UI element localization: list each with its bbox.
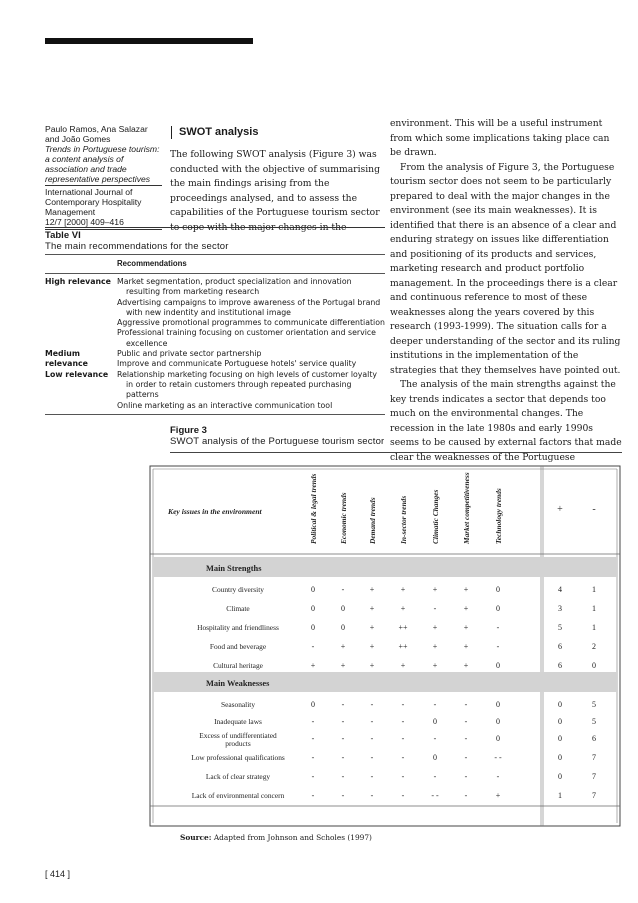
source-label: Source: [180, 833, 212, 842]
matrix-cell: - [341, 734, 345, 743]
matrix-cell: - [401, 734, 405, 743]
relevance-level: Low relevance [45, 369, 109, 379]
matrix-cell: - [341, 585, 345, 594]
paragraph: From the analysis of Figure 3, the Portuguese tourism sector does not seem to be particularly prepared to deal with the major changes in the environment (see its main weaknesses). It is identified that there is an absence of a clear and enduring strategy on issues like differentiation and positioning of its products and services, marketing research and product portfolio management. In the proceedings there is a clear and continuous reference to most of these weaknesses along the years covered by this research (1993-1999). The situation calls for a deeper understanding of the sector and its ruling institutions in the implementation of the strategies that they themselves have pointed out. [390, 161, 621, 376]
matrix-cell: - [341, 772, 345, 781]
right-column [390, 117, 622, 465]
middle-column-text: The following SWOT analysis (Figure 3) was conducted with the objective of summarising the main findings arising from the proceedings analysed, and to assess the capabilities of the Portuguese tourism sector to cope with the major changes in the [170, 149, 380, 233]
plus-count: 6 [558, 642, 562, 651]
section-heading: SWOT analysis [171, 126, 258, 139]
matrix-cell: - [401, 772, 405, 781]
recommendation-item: Relationship marketing focusing on high levels of customer loyalty in order to retain customers through repeated purchasing patterns [117, 369, 377, 400]
table-body [45, 277, 385, 411]
relevance-level: High relevance [45, 277, 111, 286]
matrix-cell: 0 [496, 717, 500, 726]
minus-count: 5 [592, 700, 596, 709]
matrix-cell: - [464, 700, 468, 709]
table-title: Table VI [45, 227, 385, 241]
strength-name: Cultural heritage [213, 661, 263, 670]
matrix-cell: - [311, 791, 315, 800]
matrix-cell: - [464, 791, 468, 800]
matrix-cell: 0 [496, 585, 500, 594]
matrix-cell: - [370, 772, 374, 781]
paragraph: The analysis of the main strengths against the key trends indicates a sector that depends too much on the environmental changes. The recession in the late 1980s and early 1990s seems to be caused by external factors that made clear the weaknesses of the Portuguese [390, 379, 622, 463]
weakness-name: Excess of undifferentiated [199, 731, 277, 740]
matrix-cell: 0 [496, 604, 500, 613]
swot-matrix [146, 462, 624, 830]
weakness-name: Lack of environmental concern [191, 791, 285, 800]
matrix-cell: + [400, 604, 406, 613]
minus-count: 1 [592, 585, 596, 594]
plus-count: 6 [558, 661, 562, 670]
matrix-cell: + [369, 623, 375, 632]
recommendation-item: Public and private sector partnership [117, 349, 262, 359]
recommendation-item: Advertising campaigns to improve awareness of the Portugal brand with new indentity and institutional image [117, 297, 381, 317]
plus-count: 0 [558, 772, 562, 781]
matrix-cell: 0 [496, 661, 500, 670]
matrix-cell: + [495, 791, 501, 800]
plus-header: + [557, 504, 563, 515]
matrix-cell: - [401, 717, 405, 726]
matrix-cell: 0 [311, 623, 315, 632]
matrix-cell: - - [494, 753, 502, 762]
matrix-cell: - [464, 734, 468, 743]
strength-name: Hospitality and friendliness [197, 623, 279, 632]
matrix-cell: - [401, 791, 405, 800]
matrix-cell: - [311, 772, 315, 781]
matrix-cell: - [433, 734, 437, 743]
minus-count: 7 [592, 791, 596, 800]
column-header: Demand trends [368, 497, 377, 544]
column-header: In-sector trends [399, 495, 408, 544]
matrix-cell: - [496, 772, 500, 781]
table-subtitle: The main recommendations for the sector [45, 241, 229, 252]
minus-header: - [592, 504, 596, 515]
key-issues-label: Key issues in the environment [168, 507, 262, 516]
plus-count: 4 [558, 585, 562, 594]
minus-count: 0 [592, 661, 596, 670]
matrix-cell: - - [431, 791, 439, 800]
source-text: Adapted from Johnson and Scholes (1997) [213, 833, 372, 842]
page-number: [ 414 ] [45, 869, 71, 879]
matrix-cell: + [463, 661, 469, 670]
column-header: Technology trends [494, 488, 503, 544]
matrix-cell: - [311, 734, 315, 743]
article-meta [45, 124, 162, 230]
matrix-cell: 0 [433, 753, 437, 762]
matrix-cell: + [432, 642, 438, 651]
matrix-cell: 0 [341, 623, 345, 632]
matrix-cell: - [370, 700, 374, 709]
weakness-name: products [225, 739, 251, 748]
table-row [45, 349, 385, 370]
matrix-cell: + [463, 585, 469, 594]
matrix-cell: - [370, 791, 374, 800]
minus-count: 7 [592, 772, 596, 781]
column-header: Market competitiveness [462, 472, 471, 544]
matrix-cell: ++ [398, 623, 408, 632]
table-row [45, 370, 385, 411]
plus-count: 3 [558, 604, 562, 613]
matrix-cell: - [311, 753, 315, 762]
weakness-name: Seasonality [220, 700, 256, 709]
matrix-cell: - [496, 642, 500, 651]
matrix-cell: - [433, 772, 437, 781]
matrix-cell: + [432, 661, 438, 670]
matrix-cell: 0 [496, 700, 500, 709]
matrix-cell: - [311, 717, 315, 726]
matrix-cell: - [464, 753, 468, 762]
column-header: Economic trends [339, 492, 348, 544]
header-rule [45, 38, 253, 44]
matrix-cell: + [340, 661, 346, 670]
journal-issue: 12/7 [2000] 409–416 [45, 217, 124, 227]
matrix-cell: + [369, 661, 375, 670]
weakness-name: Low professional qualifications [191, 753, 285, 762]
matrix-cell: - [341, 717, 345, 726]
matrix-cell: - [341, 700, 345, 709]
matrix-cell: - [433, 604, 437, 613]
matrix-cell: - [311, 642, 315, 651]
recommendation-item: Professional training focusing on customer orientation and service excellence [117, 328, 376, 348]
matrix-cell: - [370, 717, 374, 726]
column-header: Political & legal trends [309, 473, 318, 544]
minus-count: 6 [592, 734, 596, 743]
plus-count: 0 [558, 753, 562, 762]
recommendation-item: Aggressive promotional programmes to communicate differentiation [117, 318, 385, 328]
matrix-cell: - [433, 700, 437, 709]
recommendation-item: Online marketing as an interactive communication tool [117, 400, 333, 410]
matrix-cell: + [463, 623, 469, 632]
matrix-cell: - [341, 753, 345, 762]
journal-name: International Journal of Contemporary Hospitality Management [45, 185, 162, 217]
authors: Paulo Ramos, Ana Salazar and João Gomes [45, 124, 148, 144]
matrix-cell: - [341, 791, 345, 800]
matrix-cell: ++ [398, 642, 408, 651]
column-header: Climatic Changes [431, 489, 440, 544]
matrix-cell: + [369, 642, 375, 651]
recommendation-item: Market segmentation, product specialization and innovation resulting from marketing research [117, 277, 352, 297]
strength-name: Food and beverage [209, 642, 267, 651]
matrix-cell: 0 [311, 604, 315, 613]
plus-count: 0 [558, 700, 562, 709]
minus-count: 1 [592, 623, 596, 632]
matrix-cell: 0 [341, 604, 345, 613]
matrix-cell: - [401, 753, 405, 762]
figure-caption: SWOT analysis of the Portuguese tourism sector [170, 436, 385, 447]
article-title: Trends in Portuguese tourism: a content analysis of association and trade representative perspectives [45, 144, 160, 184]
matrix-cell: + [400, 585, 406, 594]
paragraph: environment. This will be a useful instrument from which some implications taking place can be drawn. [390, 118, 610, 158]
table-header: Recommendations [45, 254, 385, 274]
matrix-cell: + [340, 642, 346, 651]
recommendation-item: Improve and communicate Portuguese hotels' service quality [117, 359, 357, 369]
minus-count: 7 [592, 753, 596, 762]
matrix-cell: + [369, 585, 375, 594]
matrix-cell: + [310, 661, 316, 670]
weakness-name: Lack of clear strategy [205, 772, 271, 781]
matrix-cell: + [369, 604, 375, 613]
plus-count: 0 [558, 734, 562, 743]
matrix-cell: 0 [496, 734, 500, 743]
recommendations-table [45, 227, 385, 415]
matrix-cell: + [432, 623, 438, 632]
strengths-label: Main Strengths [206, 564, 262, 573]
minus-count: 1 [592, 604, 596, 613]
minus-count: 5 [592, 717, 596, 726]
relevance-level: Medium relevance [45, 349, 88, 369]
matrix-cell: 0 [433, 717, 437, 726]
weakness-name: Inadequate laws [214, 717, 262, 726]
plus-count: 1 [558, 791, 562, 800]
matrix-cell: - [464, 772, 468, 781]
matrix-cell: + [432, 585, 438, 594]
weaknesses-label: Main Weaknesses [206, 679, 270, 688]
matrix-cell: + [400, 661, 406, 670]
matrix-cell: - [401, 700, 405, 709]
figure-source [180, 833, 372, 842]
matrix-cell: 0 [311, 585, 315, 594]
strength-name: Climate [226, 604, 250, 613]
strength-name: Country diversity [212, 585, 264, 594]
matrix-cell: + [463, 642, 469, 651]
figure-label: Figure 3 [170, 425, 207, 436]
matrix-cell: - [370, 753, 374, 762]
matrix-cell: + [463, 604, 469, 613]
plus-count: 5 [558, 623, 562, 632]
matrix-cell: - [464, 717, 468, 726]
minus-count: 2 [592, 642, 596, 651]
matrix-cell: - [370, 734, 374, 743]
matrix-cell: - [496, 623, 500, 632]
matrix-cell: 0 [311, 700, 315, 709]
table-row [45, 277, 385, 349]
plus-count: 0 [558, 717, 562, 726]
